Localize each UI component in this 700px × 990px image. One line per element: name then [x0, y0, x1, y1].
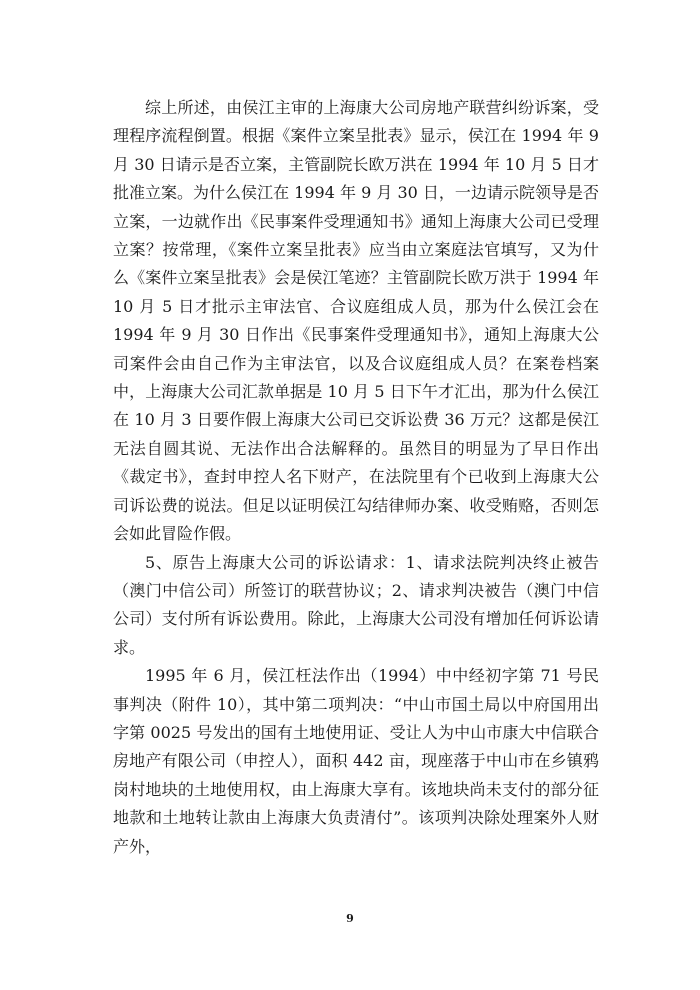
- paragraph-summary: 综上所述，由侯江主审的上海康大公司房地产联营纠纷诉案，受理程序流程倒置。根据《案件立案呈批表》显示，侯江在 1994 年 9 月 30 日请示是否立案，主管副院长欧万洪在 1994 年 10 月 5 日才批准立案。为什么侯江在 1994 年 9 月 30 日，一边请示院领导是否立案，一边就作出《民事案件受理通知书》通知上海康大公司已受理立案？按常理，《案件立案呈批表》应当由立案庭法官填写，又为什么《案件立案呈批表》会是侯江笔迹？主管副院长欧万洪于 1994 年 10 月 5 日才批示主审法官、合议庭组成人员，那为什么侯江会在 1994 年 9 月 30 日作出《民事案件受理通知书》，通知上海康大公司案件会由自己作为主审法官，以及合议庭组成人员？在案卷档案中，上海康大公司汇款单据是 10 月 5 日下午才汇出，那为什么侯江在 10 月 3 日要作假上海康大公司已交诉讼费 36 万元？这都是侯江无法自圆其说、无法作出合法解释的。虽然目的明显为了早日作出《裁定书》，查封申控人名下财产，在法院里有个已收到上海康大公司诉讼费的说法。但足以证明侯江勾结律师办案、收受贿赂，否则怎会如此冒险作假。: [113, 98, 599, 544]
- paragraph-litigation-claims: 5、原告上海康大公司的诉讼请求：1、请求法院判决终止被告（澳门中信公司）所签订的联营协议；2、请求判决被告（澳门中信公司）支付所有诉讼费用。除此，上海康大公司没有增加任何诉讼请求。: [113, 552, 599, 657]
- paragraph-judgment: 1995 年 6 月，侯江枉法作出（1994）中中经初字第 71 号民事判决（附件 10），其中第二项判决：“中山市国土局以中府国用出字第 0025 号发出的国有土地使用证、受让人为中山市康大中信联合房地产有限公司（申控人），面积 442 亩，现座落于中山市在乡镇鸦岗村地块的土地使用权，由上海康大享有。该地块尚未支付的部分征地款和土地转让款由上海康大负责清付”。该项判决除处理案外人财产外，: [113, 666, 599, 856]
- page-number: 9: [346, 912, 354, 925]
- document-body: [113, 94, 599, 861]
